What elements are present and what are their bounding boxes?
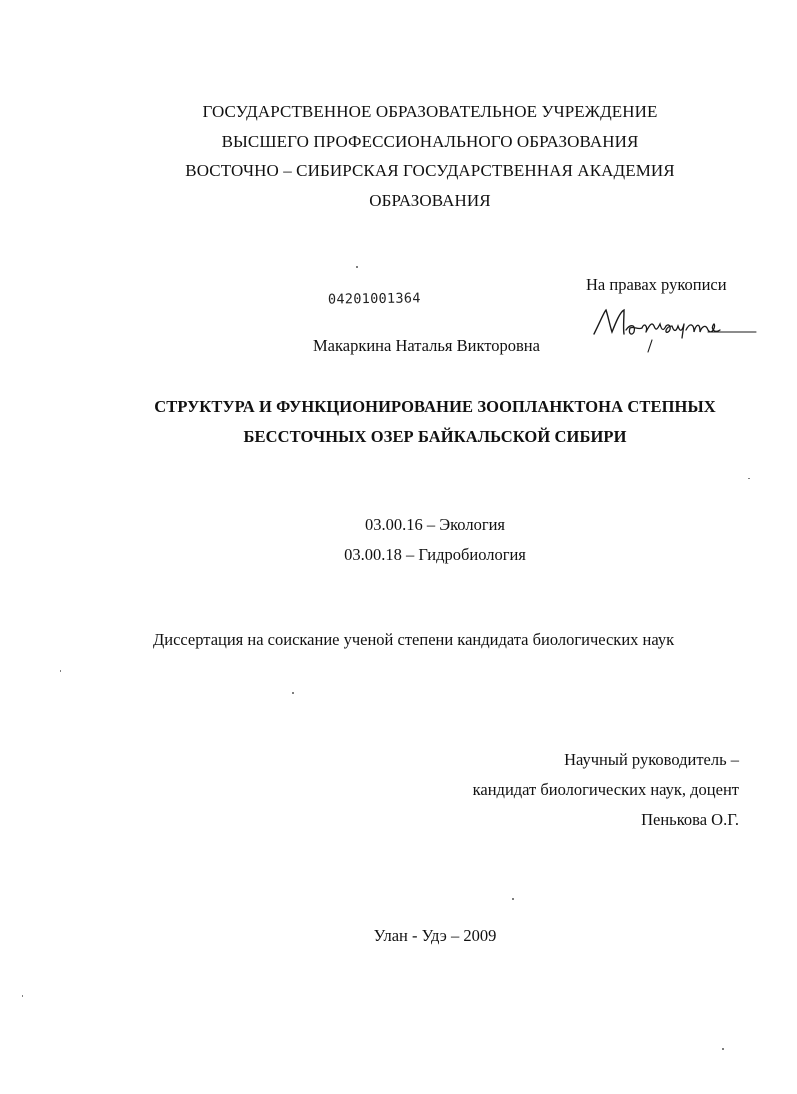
scan-speck [22,995,23,997]
specialty-codes [0,510,797,570]
institution-line: ОБРАЗОВАНИЯ [369,190,491,210]
specialty-line: 03.00.18 – Гидробиология [344,545,526,564]
scan-speck [748,478,750,479]
scan-speck [356,266,358,268]
supervisor-block [473,745,739,835]
author-signature [590,302,760,354]
institution-line: ГОСУДАРСТВЕННОЕ ОБРАЗОВАТЕЛЬНОЕ УЧРЕЖДЕНИЕ [202,102,658,121]
author-name: Макаркина Наталья Викторовна [313,336,540,355]
rights-note: На правах рукописи [586,275,727,294]
dissertation-title [0,392,797,452]
city-year: Улан - Удэ – 2009 [373,926,497,945]
institution-line: ВОСТОЧНО – СИБИРСКАЯ ГОСУДАРСТВЕННАЯ АКАДЕМИЯ [185,161,675,180]
scan-speck [722,1048,724,1050]
title-line: СТРУКТУРА И ФУНКЦИОНИРОВАНИЕ ЗООПЛАНКТОНА СТЕПНЫХ [154,397,716,416]
supervisor-role: Научный руководитель – [564,750,739,769]
degree-statement: Диссертация на соискание ученой степени кандидата биологических наук [153,630,675,649]
specialty-line: 03.00.16 – Экология [364,515,506,534]
title-line: БЕССТОЧНЫХ ОЗЕР БАЙКАЛЬСКОЙ СИБИРИ [243,427,627,446]
institution-line: ВЫСШЕГО ПРОФЕССИОНАЛЬНОГО ОБРАЗОВАНИЯ [221,131,639,151]
supervisor-credentials: кандидат биологических наук, доцент [472,780,739,799]
scan-speck [292,692,294,694]
institution-header [0,97,797,215]
supervisor-name: Пенькова О.Г. [641,810,739,829]
scan-speck [512,898,514,900]
registration-stamp: 04201001364 [327,290,421,308]
scan-speck [60,670,61,672]
